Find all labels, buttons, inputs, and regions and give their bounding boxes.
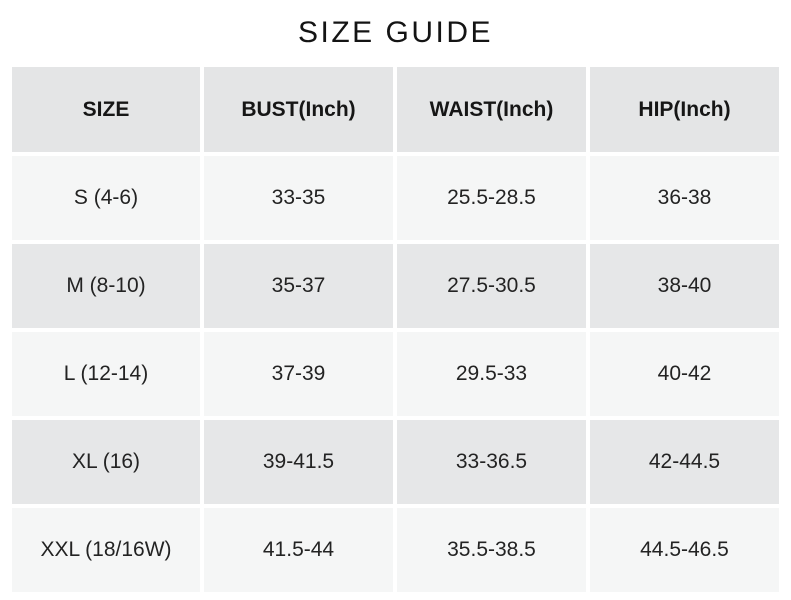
cell-waist-l: 29.5-33 <box>397 332 586 416</box>
header-cell-hip: HIP(Inch) <box>590 67 779 152</box>
cell-hip-m: 38-40 <box>590 244 779 328</box>
cell-bust-s: 33-35 <box>204 156 393 240</box>
cell-hip-l: 40-42 <box>590 332 779 416</box>
cell-waist-s: 25.5-28.5 <box>397 156 586 240</box>
cell-hip-xxl: 44.5-46.5 <box>590 508 779 592</box>
cell-bust-l: 37-39 <box>204 332 393 416</box>
cell-size-l: L (12-14) <box>12 332 200 416</box>
cell-bust-xl: 39-41.5 <box>204 420 393 504</box>
header-cell-size: SIZE <box>12 67 200 152</box>
header-cell-bust: BUST(Inch) <box>204 67 393 152</box>
cell-waist-xl: 33-36.5 <box>397 420 586 504</box>
cell-waist-xxl: 35.5-38.5 <box>397 508 586 592</box>
cell-waist-m: 27.5-30.5 <box>397 244 586 328</box>
cell-bust-xxl: 41.5-44 <box>204 508 393 592</box>
cell-size-s: S (4-6) <box>12 156 200 240</box>
cell-bust-m: 35-37 <box>204 244 393 328</box>
cell-size-xl: XL (16) <box>12 420 200 504</box>
page-title: SIZE GUIDE <box>297 16 494 49</box>
cell-hip-s: 36-38 <box>590 156 779 240</box>
size-guide-table <box>12 67 779 592</box>
cell-hip-xl: 42-44.5 <box>590 420 779 504</box>
cell-size-m: M (8-10) <box>12 244 200 328</box>
cell-size-xxl: XXL (18/16W) <box>12 508 200 592</box>
header-cell-waist: WAIST(Inch) <box>397 67 586 152</box>
